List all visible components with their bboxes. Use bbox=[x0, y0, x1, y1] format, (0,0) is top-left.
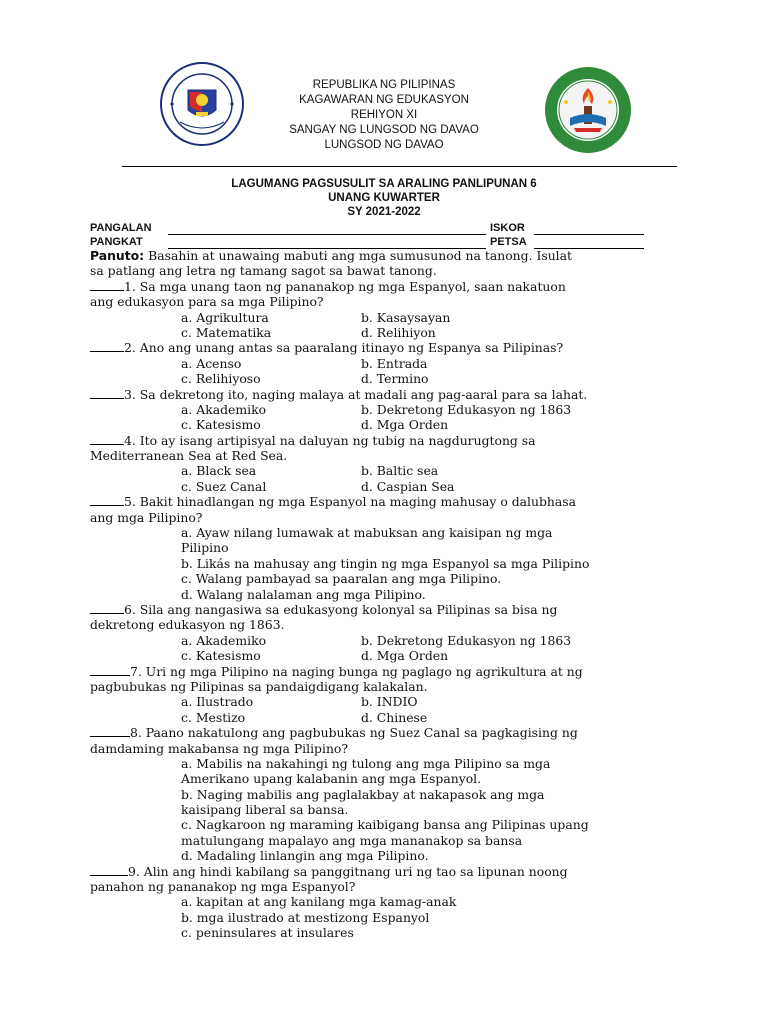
exam-title bbox=[200, 177, 568, 219]
option: a. Mabilis na nakahingi ng tulong ang mga Pilipino sa mga bbox=[181, 755, 551, 771]
option: d. Mga Orden bbox=[361, 417, 449, 433]
option: b. INDIO bbox=[361, 694, 418, 710]
section-label: PANGKAT bbox=[90, 236, 143, 248]
option: d. Madaling linlangin ang mga Pilipino. bbox=[181, 848, 429, 864]
option: b. Entrada bbox=[361, 355, 428, 371]
option: b. Likás na mahusay ang tingin ng mga Espanyol sa mga Pilipino bbox=[181, 555, 590, 571]
question-8-cont: damdaming makabansa ng mga Pilipino? bbox=[90, 740, 349, 756]
instructions-line-1 bbox=[90, 248, 670, 263]
name-label: PANGALAN bbox=[90, 222, 152, 234]
date-label: PETSA bbox=[490, 236, 527, 248]
question-9-cont: panahon ng pananakop ng mga Espanyol? bbox=[90, 879, 356, 895]
option-cont: Pilipino bbox=[181, 540, 229, 556]
question-1-options-row-2 bbox=[90, 325, 670, 340]
instructions-label: Panuto: bbox=[90, 248, 145, 263]
question-7-options-row-2 bbox=[90, 710, 670, 725]
question-3 bbox=[90, 387, 670, 402]
question-2-options-row-2 bbox=[90, 371, 670, 386]
answer-blank-2[interactable] bbox=[90, 340, 124, 352]
question-6-options-row-1 bbox=[90, 633, 670, 648]
question-5 bbox=[90, 494, 670, 509]
option-cont: Amerikano upang kalabanin ang mga Espanyol. bbox=[181, 771, 482, 787]
question-1-options-row-1 bbox=[90, 310, 670, 325]
title-line-3: SY 2021-2022 bbox=[347, 206, 421, 218]
option: d. Mga Orden bbox=[361, 648, 449, 664]
question-5-text: 5. Bakit hinadlangan ng mga Espanyol na maging mahusay o dalubhasa bbox=[124, 494, 577, 510]
option: c. Suez Canal bbox=[181, 478, 267, 494]
question-7-options-row-1 bbox=[90, 694, 670, 709]
question-9-text: 9. Alin ang hindi kabilang sa panggitnang uri ng tao sa lipunan noong bbox=[128, 863, 568, 879]
question-9 bbox=[90, 864, 670, 879]
score-label: ISKOR bbox=[490, 222, 525, 234]
question-7-cont: pagbubukas ng Pilipinas sa pandaigdigang kalakalan. bbox=[90, 678, 428, 694]
title-line-2: UNANG KUWARTER bbox=[328, 192, 440, 204]
option: c. Katesismo bbox=[181, 417, 261, 433]
question-7 bbox=[90, 664, 670, 679]
option: c. Relihiyoso bbox=[181, 371, 261, 387]
question-6-options-row-2 bbox=[90, 648, 670, 663]
option: c. Nagkaroon ng maraming kaibigang bansa ang Pilipinas upang bbox=[181, 817, 589, 833]
question-6-text: 6. Sila ang nangasiwa sa edukasyong kolonyal sa Pilipinas sa bisa ng bbox=[124, 601, 558, 617]
question-4-text: 4. Ito ay isang artipisyal na daluyan ng tubig na nagdurugtong sa bbox=[124, 432, 536, 448]
header-line-2: KAGAWARAN NG EDUKASYON bbox=[299, 94, 469, 106]
option: c. Matematika bbox=[181, 324, 272, 340]
header-line-4: SANGAY NG LUNGSOD NG DAVAO bbox=[289, 124, 479, 136]
question-4 bbox=[90, 433, 670, 448]
option: c. Walang pambayad sa paaralan ang mga Pilipino. bbox=[181, 571, 502, 587]
option: b. Baltic sea bbox=[361, 463, 439, 479]
letterhead bbox=[240, 78, 528, 153]
title-line-1: LAGUMANG PAGSUSULIT SA ARALING PANLIPUNAN 6 bbox=[231, 178, 537, 190]
option: a. Agrikultura bbox=[181, 309, 269, 325]
question-5-cont: ang mga Pilipino? bbox=[90, 509, 203, 525]
answer-blank-7[interactable] bbox=[90, 664, 130, 676]
header-line-5: LUNGSOD NG DAVAO bbox=[324, 139, 444, 151]
option: a. Akademiko bbox=[181, 401, 267, 417]
student-info-fields bbox=[90, 221, 650, 249]
question-3-text: 3. Sa dekretong ito, naging malaya at madali ang pag-aaral para sa lahat. bbox=[124, 386, 588, 402]
quiz-body bbox=[90, 248, 670, 941]
answer-blank-6[interactable] bbox=[90, 602, 124, 614]
question-6 bbox=[90, 602, 670, 617]
option: a. Black sea bbox=[181, 463, 257, 479]
question-1 bbox=[90, 279, 670, 294]
option: a. Ilustrado bbox=[181, 694, 254, 710]
score-field[interactable] bbox=[534, 223, 644, 235]
option: a. kapitan at ang kanilang mga kamag-anak bbox=[181, 894, 457, 910]
header-line-1: REPUBLIKA NG PILIPINAS bbox=[312, 79, 456, 91]
answer-blank-9[interactable] bbox=[90, 864, 128, 876]
name-field[interactable] bbox=[168, 223, 486, 235]
header-line-3: REHIYON XI bbox=[350, 109, 418, 121]
option: c. Mestizo bbox=[181, 709, 246, 725]
answer-blank-3[interactable] bbox=[90, 387, 124, 399]
option: b. Dekretong Edukasyon ng 1863 bbox=[361, 632, 572, 648]
option-cont: kaisipang liberal sa bansa. bbox=[181, 802, 349, 818]
question-4-options-row-2 bbox=[90, 479, 670, 494]
option: a. Ayaw nilang lumawak at mabuksan ang kaisipan ng mga bbox=[181, 525, 553, 541]
davao-division-seal-logo bbox=[544, 66, 632, 154]
option: d. Walang nalalaman ang mga Pilipino. bbox=[181, 586, 426, 602]
question-4-cont: Mediterranean Sea at Red Sea. bbox=[90, 448, 288, 464]
option: c. peninsulares at insulares bbox=[181, 925, 354, 941]
option: a. Akademiko bbox=[181, 632, 267, 648]
answer-blank-8[interactable] bbox=[90, 725, 130, 737]
option: b. mga ilustrado at mestizong Espanyol bbox=[181, 909, 430, 925]
option: b. Naging mabilis ang paglalakbay at nakapasok ang mga bbox=[181, 786, 545, 802]
question-3-options-row-2 bbox=[90, 417, 670, 432]
question-2 bbox=[90, 340, 670, 355]
answer-blank-1[interactable] bbox=[90, 279, 124, 291]
instructions-text-1: Basahin at unawaing mabuti ang mga sumusunod na tanong. Isulat bbox=[144, 248, 573, 263]
question-8-text: 8. Paano nakatulong ang pagbubukas ng Suez Canal sa pagkagising ng bbox=[130, 725, 578, 741]
question-1-cont: ang edukasyon para sa mga Pilipino? bbox=[90, 294, 324, 310]
header-divider bbox=[122, 166, 677, 167]
option: a. Acenso bbox=[181, 355, 242, 371]
question-3-options-row-1 bbox=[90, 402, 670, 417]
deped-seal-logo bbox=[160, 62, 244, 146]
question-2-options-row-1 bbox=[90, 356, 670, 371]
question-6-cont: dekretong edukasyon ng 1863. bbox=[90, 617, 285, 633]
option: d. Caspian Sea bbox=[361, 478, 455, 494]
question-1-text: 1. Sa mga unang taon ng pananakop ng mga Espanyol, saan nakatuon bbox=[124, 278, 566, 294]
question-4-options-row-1 bbox=[90, 463, 670, 478]
option: b. Dekretong Edukasyon ng 1863 bbox=[361, 401, 572, 417]
question-2-text: 2. Ano ang unang antas sa paaralang itinayo ng Espanya sa Pilipinas? bbox=[124, 340, 564, 356]
option: d. Chinese bbox=[361, 709, 428, 725]
question-8 bbox=[90, 725, 670, 740]
option: c. Katesismo bbox=[181, 648, 261, 664]
option: d. Termino bbox=[361, 371, 429, 387]
option: d. Relihiyon bbox=[361, 324, 436, 340]
instructions-line-2: sa patlang ang letra ng tamang sagot sa bawat tanong. bbox=[90, 263, 437, 279]
option-cont: matulungang mapalayo ang mga mananakop sa bansa bbox=[181, 832, 523, 848]
option: b. Kasaysayan bbox=[361, 309, 451, 325]
answer-blank-5[interactable] bbox=[90, 494, 124, 506]
answer-blank-4[interactable] bbox=[90, 433, 124, 445]
question-7-text: 7. Uri ng mga Pilipino na naging bunga ng paglago ng agrikultura at ng bbox=[130, 663, 583, 679]
